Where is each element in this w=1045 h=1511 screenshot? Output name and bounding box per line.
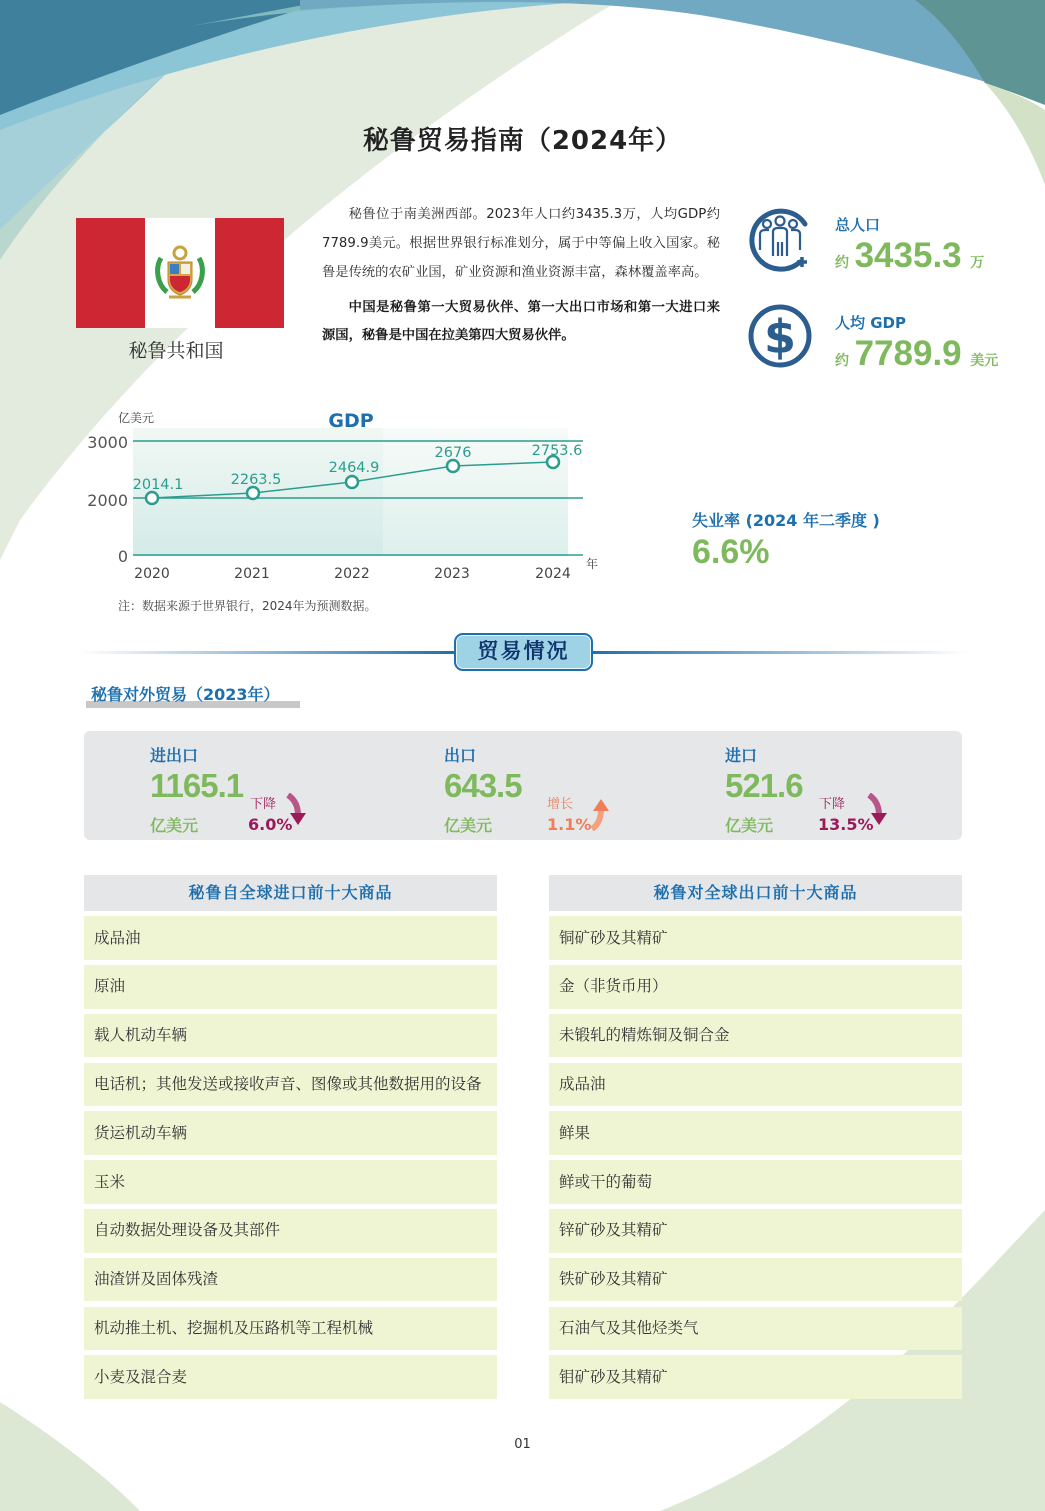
trade-item-label: 进出口 — [150, 746, 199, 765]
trade-item-change: 13.5% — [818, 815, 874, 834]
gdp-per-capita-value-row — [835, 334, 998, 374]
population-value-row — [835, 236, 984, 276]
population-prefix: 约 — [835, 255, 849, 271]
table-row: 货运机动车辆 — [84, 1111, 497, 1155]
unemployment-value: 6.6% — [692, 533, 770, 571]
data-label-2022: 2464.9 — [328, 460, 380, 476]
data-label-2020: 2014.1 — [132, 477, 184, 493]
flag-red-stripe-right — [215, 218, 284, 328]
trade-item-unit: 亿美元 — [150, 816, 199, 835]
trade-item-unit: 亿美元 — [444, 816, 493, 835]
arrow-up-icon — [588, 795, 614, 831]
population-unit: 万 — [970, 255, 985, 271]
table-row: 原油 — [84, 965, 497, 1009]
population-value: 3435.3 — [854, 236, 962, 275]
trade-summary-box — [84, 731, 962, 840]
unemployment-label: 失业率 (2024 年二季度 ) — [692, 511, 880, 530]
trade-item-label: 出口 — [444, 746, 477, 765]
intro-paragraph: 秘鲁位于南美洲西部。2023年人口约3435.3万，人均GDP约7789.9美元。根据世界银行标准划分，属于中等偏上收入国家。秘鲁是传统的农矿业国，矿业资源和渔业资源丰富，森林覆盖率高。 — [322, 207, 720, 280]
page-number: 01 — [514, 1437, 531, 1452]
chart-source-note: 注：数据来源于世界银行，2024年为预测数据。 — [118, 599, 377, 613]
table-row: 玉米 — [84, 1160, 497, 1204]
table-row: 钼矿砂及其精矿 — [549, 1355, 962, 1399]
y-tick-2000: 2000 — [87, 491, 128, 510]
y-axis-unit-label: 亿美元 — [118, 411, 155, 425]
trade-item-value: 643.5 — [444, 767, 522, 804]
trade-item-change: 6.0% — [248, 815, 293, 834]
table-row: 鲜果 — [549, 1111, 962, 1155]
x-tick-2020: 2020 — [134, 566, 170, 582]
table-row: 石油气及其他烃类气 — [549, 1307, 962, 1351]
table-row: 机动推土机、挖掘机及压路机等工程机械 — [84, 1307, 497, 1351]
table-row: 自动数据处理设备及其部件 — [84, 1209, 497, 1253]
arrow-down-icon — [284, 793, 310, 829]
trade-item-value: 1165.1 — [150, 767, 244, 804]
gdp-per-capita-unit: 美元 — [970, 353, 999, 369]
section-divider-right — [592, 651, 967, 654]
trade-item-unit: 亿美元 — [725, 816, 774, 835]
section-divider-left — [80, 651, 456, 654]
table-row: 油渣饼及固体残渣 — [84, 1258, 497, 1302]
dollar-icon — [745, 302, 815, 372]
imports-table-header: 秘鲁自全球进口前十大商品 — [84, 875, 497, 911]
svg-text:$: $ — [763, 310, 797, 364]
arrow-down-icon — [865, 793, 891, 829]
table-row: 成品油 — [84, 916, 497, 960]
intro-text — [322, 200, 720, 350]
table-row: 成品油 — [549, 1063, 962, 1107]
imports-table — [84, 875, 497, 1399]
table-row: 载人机动车辆 — [84, 1014, 497, 1058]
gdp-per-capita-label: 人均 GDP — [835, 314, 906, 332]
table-row: 金（非货币用） — [549, 965, 962, 1009]
trade-subtitle: 秘鲁对外贸易（2023年） — [91, 685, 280, 704]
chart-title: GDP — [328, 410, 374, 432]
y-tick-3000: 3000 — [87, 433, 128, 452]
page-title: 秘鲁贸易指南（2024年） — [362, 126, 683, 156]
country-name: 秘鲁共和国 — [128, 340, 224, 362]
table-row: 铁矿砂及其精矿 — [549, 1258, 962, 1302]
intro-highlight-paragraph: 中国是秘鲁第一大贸易伙伴、第一大出口市场和第一大进口来源国，秘鲁是中国在拉美第四大贸易伙伴。 — [322, 300, 720, 343]
x-tick-2021: 2021 — [234, 566, 270, 582]
people-icon — [745, 204, 815, 274]
trade-item-value: 521.6 — [725, 767, 803, 804]
table-row: 鲜或干的葡萄 — [549, 1160, 962, 1204]
trade-item-label: 进口 — [725, 746, 758, 765]
trade-item-direction: 下降 — [250, 797, 277, 812]
x-tick-2023: 2023 — [434, 566, 470, 582]
flag-red-stripe-left — [76, 218, 145, 328]
table-row: 电话机；其他发送或接收声音、图像或其他数据用的设备 — [84, 1063, 497, 1107]
table-row: 小麦及混合麦 — [84, 1355, 497, 1399]
trade-item-direction: 下降 — [819, 797, 846, 812]
population-label: 总人口 — [835, 216, 881, 234]
data-label-2023: 2676 — [434, 445, 472, 461]
trade-section-header: 贸易情况 — [454, 633, 593, 671]
data-label-2021: 2263.5 — [230, 472, 282, 488]
table-row: 铜矿砂及其精矿 — [549, 916, 962, 960]
trade-item-total — [150, 743, 293, 835]
peru-flag — [76, 218, 284, 328]
gdp-per-capita-value: 7789.9 — [854, 334, 962, 373]
trade-item-change: 1.1% — [547, 815, 592, 834]
exports-table-header: 秘鲁对全球出口前十大商品 — [549, 875, 962, 911]
x-tick-2022: 2022 — [334, 566, 370, 582]
trade-item-direction: 增长 — [547, 797, 574, 812]
x-tick-2024: 2024 — [535, 566, 571, 582]
gdp-chart — [70, 400, 610, 620]
y-tick-0: 0 — [117, 547, 128, 566]
flag-white-stripe — [145, 218, 214, 328]
unemployment-stat — [692, 508, 880, 572]
x-axis-label: 年 — [585, 557, 599, 571]
trade-item-import — [725, 743, 874, 835]
trade-item-export — [444, 743, 592, 835]
coat-of-arms-icon — [149, 242, 211, 304]
table-row: 未锻轧的精炼铜及铜合金 — [549, 1014, 962, 1058]
exports-table — [549, 875, 962, 1399]
table-row: 锌矿砂及其精矿 — [549, 1209, 962, 1253]
data-label-2024: 2753.6 — [531, 443, 583, 459]
gdp-per-capita-prefix: 约 — [835, 353, 849, 369]
